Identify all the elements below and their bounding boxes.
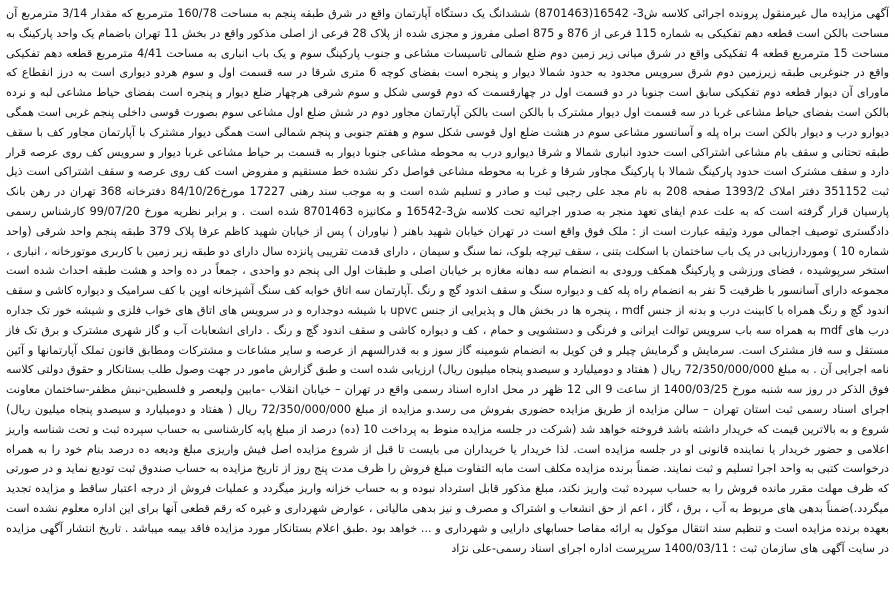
notice-body: ششدانگ یک دستگاه آپارتمان واقع در شرق طبقه پنجم به مساحت 160/78 مترمربع که مقدار 3/14 مترمربع آن مساحت بالکن است قطعه دهم تفکیکی به شماره 115 فرعی از 876 و 875 اصلی مفروز و مجزی شده از پلاک 28 فرعی از اصلی مذکور واقع در بخش 11 تهران باضمام یک واحد پارکینگ به مساحت 15 مترمربع قطعه 4 تفکیکی واقع در شرق میانی زیر زمین دوم ضلع شمالی تاسیسات مشاعی و جنوب پارکینگ سوم و یک باب انباری به مساحت 4/41 مترمربع قطعه دهم تفکیکی واقع در جنوغربی طبقه زیرزمین دوم شرق سرویس محدود به حدود شمالا دیوار و پنجره است بفضای کوچه 6 متری شرقا در سه قسمت اول و سوم هردو دیواری است به درز انقطاع که ماورای آن دیوار قطعه دوم تفکیکی سابق است جنوبا در دو قسمت اول در چهارقسمت که دوم قوسی شکل و سوم شرقی هرچهار ضلع دیوار و پنجره است بفضای حیاط مشاعی لبه و نرده بالکن است بفضای حیاط مشاعی غربا در سه قسمت اول دیوار مشترک با بالکن است بالکن آپارتمان مجاور دوم در شش ضلع اول مشاعی سوم بصورت قوسی داخلی پنجم غربی است همگی دیوارو درب و دیوار بالکن است براه پله و آسانسور مشاعی سوم در هشت ضلع اول قوسی شکل سوم و هفتم جنوبی و پنجم شمالی است همگی دیوار مشترک با آپارتمان مجاور کف با سقف طبقه تحتانی و سقف بام مشاعی اشتراکی است حدود انباری شمالا و شرقا دیوارو درب به محوطه مشاعی جنوبا دیوار به قسمت بر حیاط مشاعی غربا دیوار و سرویس کف روی عرصه قرار دارد و سقف مشترک است حدود پارکینگ شمالا با پارکینگ مجاور شرقا و غربا به محوطه مشاعی فواصل دکر نشده خط مستقیم و مفروض است کف روی عرصه و سقف اشتراکی است ذیل ثبت 351152 دفتر املاک 1393/2 صفحه 208 به نام مجد علی رجبی ثبت و صادر و تسلیم شده است و به موجب سند رهنی 17227 مورخ84/10/26 دفترخانه 368 تهران در رهن بانک پارسیان قرار گرفته است که به علت عدم ایفای تعهد منجر به صدور اجرائیه تحت کلاسه ش3-16542 و مکانیزه 8701463 شده است . و برابر نظریه مورخ 99/07/20 کارشناس رسمی دادگستری توصیف اجمالی مورد وثیقه عبارت است از : ملک فوق واقع است در تهران خیابان شهید باهنر ( نیاوران ) پس از خیابان شهید کاظم عرفا پلاک 379 طبقه پنجم واحد شرقی (واحد شماره 10 ) وموردارزیابی در یک باب ساختمان با اسکلت بتنی ، سقف تیرچه بلوک، نما سنگ و سیمان ، دارای قدمت تقریبی پانزده سال دارای دو طبقه زیر زمین با کاربری موتورخانه ، انباری ، استخر سرپوشیده ، فضای ورزشی و پارکینگ همکف ورودی به انضمام سه دهانه مغازه بر خیابان اصلی و طبقات اول الی پنجم دو واحدی ، جمعاً در ده واحد و هشت طبقه احداث شده است مجموعه دارای آسانسور با ظرفیت 5 نفر به انضمام راه پله کف و دیواره سنگ و سقف اندود گچ و رنگ .آپارتمان سه اتاق خوابه کف سنگ آشپزخانه اوپن با کف سرامیک و دیواره کاشی و سقف اندود گچ و رنگ همراه با کابینت درب و بدنه از جنس mdf ، پنجره ها در بخش هال و پذیرایی از جنس upvc با شیشه دوجداره و در سرویس های اتاق های خواب فلزی و شیشه خور تک جداره درب های mdf به همراه سه باب سرویس توالت ایرانی و فرنگی و دستشویی و حمام ، کف و دیواره کاشی و سقف اندود گچ و رنگ . دارای انشعابات آب و گاز شهری مشترک و برق تک فاز مستقل و سه فاز مشترک است. سرمایش و گرمایش چیلر و فن کویل به انضمام شومینه گاز سوز و به قدرالسهم از عرصه و سایر مشاعات و مشترکات ومطابق قانون تملک آپارتمانها و آئین نامه اجرایی آن . به مبلغ 72/350/000/000 ریال ( هفتاد و دومیلیارد و سیصدو پنجاه میلیون ریال) ارزیابی شده است و طبق گزارش مامور در جهت وصول طلب بستانکار و حقوق دولتی کلاسه فوق الذکر در روز سه شنبه مورخ 1400/03/25 از ساعت 9 الی 12 ظهر در محل اداره اسناد رسمی واقع در تهران – خیابان انقلاب -مابین ولیعصر و فلسطین-نبش مظفر-ساختمان معاونت اجرای اسناد رسمی ثبت استان تهران – سالن مزایده از طریق مزایده حضوری بفروش می رسد.و مزایده از مبلغ 72/350/000/000 ریال ( هفتاد و دومیلیارد و سیصدو پنجاه میلیون ریال) شروع و به بالاترین قیمت که خریدار داشته باشد فروخته خواهد شد (شرکت در جلسه مزایده منوط به پرداخت 10 (ده) درصد از مبلغ پایه کارشناسی به حساب سپرده ثبت و تحت شناسه واریز اعلامی و حضور خریدار یا نماینده قانونی او در جلسه مزایده است. لذا خریدار یا خریداران می بایست تا قبل از شروع مزایده اصل فیش واریزی مبلغ ودیعه ده درصد بنام خود را به همراه درخواست کتبی به واحد اجرا تسلیم و ثبت نمایند. ضمناً برنده مزایده مکلف است مابه التفاوت مبلغ فروش را ظرف مدت پنج روز از تاریخ مزایده به حساب صندوق ثبت تودیع نماید و در صورتی که ظرف مهلت مقرر مانده فروش را به حساب سپرده ثبت واریز نکند، مبلغ مذکور قابل استرداد نبوده و به حساب خزانه واریز میگردد و عملیات فروش از درجه اعتبار ساقط و مزایده تجدید میگردد.)ضمناً بدهی های مربوط به آب ، برق ، گاز ، اعم از حق انشعاب و اشتراک و مصرف و نیز بدهی مالیاتی ، عوارض شهرداری و غیره که رقم قطعی آنها برای این اداره معلوم نشده است بعهده برنده مزایده است و تنظیم سند انتقال موکول به ارائه مفاصا حسابهای دارایی و شهرداری و ... خواهد بود .طبق اعلام بستانکار مورد مزایده فاقد بیمه میباشد . تاریخ انتشار آگهی مزایده در سایت آگهی های سازمان ثبت : 1400/03/11 سرپرست اداره اجرای اسناد رسمی-علی نژاد bbox=[6, 7, 890, 555]
notice-heading: آگهی مزایده مال غیرمنقول پرونده اجرائی کلاسه ش3- 16542(8701463) bbox=[534, 7, 890, 20]
notice-text bbox=[6, 4, 889, 558]
